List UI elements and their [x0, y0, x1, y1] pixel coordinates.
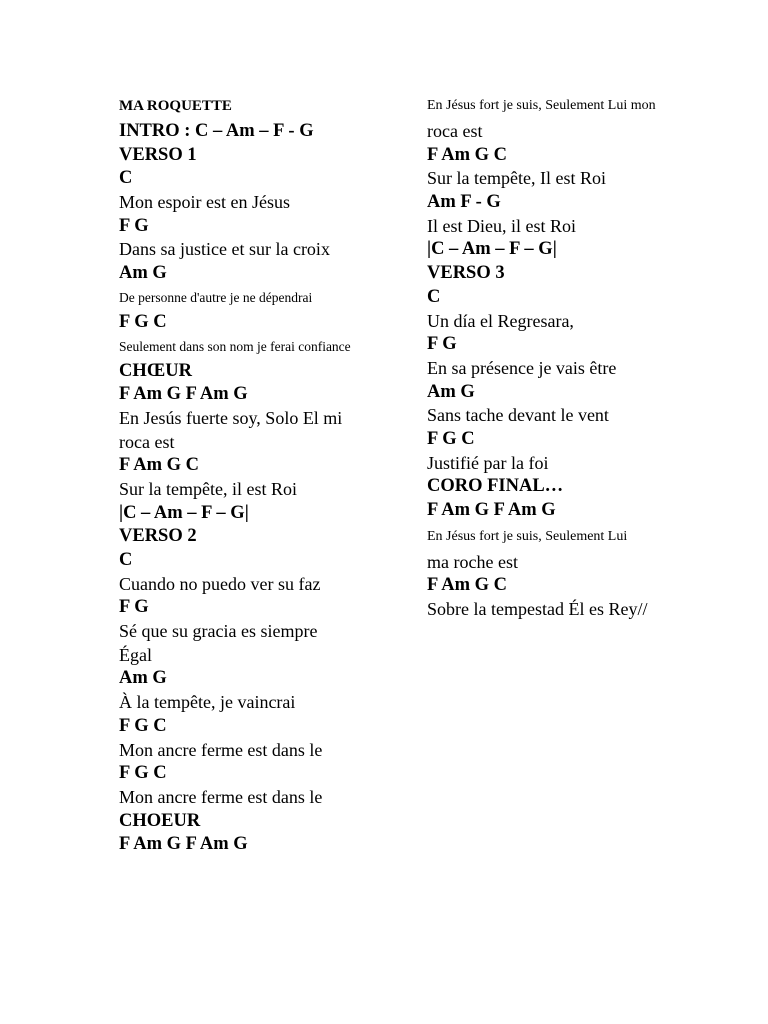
chord-line: F G C — [119, 715, 167, 736]
lyric-line: Cuando no puedo ver su faz — [119, 573, 321, 594]
song-title: MA ROQUETTE — [119, 98, 232, 114]
chord-line: F G C — [119, 311, 167, 332]
chord-line: F Am G C — [427, 144, 507, 165]
lyric-line: roca est — [119, 431, 175, 452]
lyric-line: Sobre la tempestad Él es Rey// — [427, 599, 648, 620]
lyric-line-small: De personne d'autre je ne dépendrai — [119, 289, 313, 305]
chord-line: F Am G F Am G — [427, 500, 556, 520]
chord-line: F G — [119, 597, 149, 618]
chord-line: F G — [119, 215, 149, 236]
chord-line: F Am G C — [119, 455, 199, 476]
lyric-line: Sé que su gracia es siempre — [119, 621, 318, 642]
verse2-heading: VERSO 2 — [119, 526, 197, 547]
chorus2-heading: CHOEUR — [119, 810, 201, 831]
lyric-line-small: En Jésus fort je suis, Seulement Lui mon — [427, 98, 656, 113]
chord-line: |C – Am – F – G| — [119, 502, 249, 523]
chorus-heading: CHŒUR — [119, 360, 192, 381]
lyric-line: Justifié par la foi — [427, 452, 549, 473]
chord-line: F Am G F Am G — [119, 384, 248, 405]
final-chorus-heading: CORO FINAL… — [427, 476, 564, 497]
lyric-line: ma roche est — [427, 551, 518, 572]
lyric-line: En Jesús fuerte soy, Solo El mi — [119, 407, 343, 428]
verse3-heading: VERSO 3 — [427, 263, 505, 284]
lyric-line: Mon espoir est en Jésus — [119, 192, 290, 213]
lyric-line: Mon ancre ferme est dans le — [119, 786, 323, 807]
chord-line: F G — [427, 334, 457, 355]
chord-line: C — [119, 550, 133, 570]
chord-line: Am G — [119, 263, 167, 284]
lyric-line: Sur la tempête, il est Roi — [119, 478, 297, 499]
lyric-line: roca est — [427, 121, 483, 141]
lyric-line: Il est Dieu, il est Roi — [427, 215, 576, 236]
verse1-heading: VERSO 1 — [119, 144, 197, 165]
chord-line: |C – Am – F – G| — [427, 239, 557, 260]
lyric-line: Mon ancre ferme est dans le — [119, 739, 323, 760]
chord-line: Am G — [427, 381, 475, 402]
left-column — [119, 92, 419, 857]
chord-line: Am G — [119, 668, 167, 689]
chord-line: Am F - G — [427, 192, 501, 213]
lyric-line-small: Seulement dans son nom je ferai confiance — [119, 338, 351, 354]
lyric-line: Égal — [119, 644, 152, 665]
chord-line: F G C — [119, 763, 167, 784]
lyric-line: En sa présence je vais être — [427, 357, 617, 378]
right-column — [427, 92, 727, 622]
lyric-line: À la tempête, je vaincrai — [119, 692, 296, 713]
chord-line: F G C — [427, 428, 475, 449]
intro-chords: INTRO : C – Am – F - G — [119, 121, 314, 141]
lyric-line: Un día el Regresara, — [427, 310, 574, 331]
lyric-line: Sans tache devant le vent — [427, 405, 609, 426]
chord-line: F Am G C — [427, 575, 507, 596]
lyric-line: Sur la tempête, Il est Roi — [427, 168, 606, 189]
lyric-line: Dans sa justice et sur la croix — [119, 239, 330, 260]
chord-line: F Am G F Am G — [119, 834, 248, 855]
lyric-line-small: En Jésus fort je suis, Seulement Lui — [427, 528, 628, 544]
chord-line: C — [119, 168, 133, 189]
chord-line: C — [427, 286, 441, 307]
